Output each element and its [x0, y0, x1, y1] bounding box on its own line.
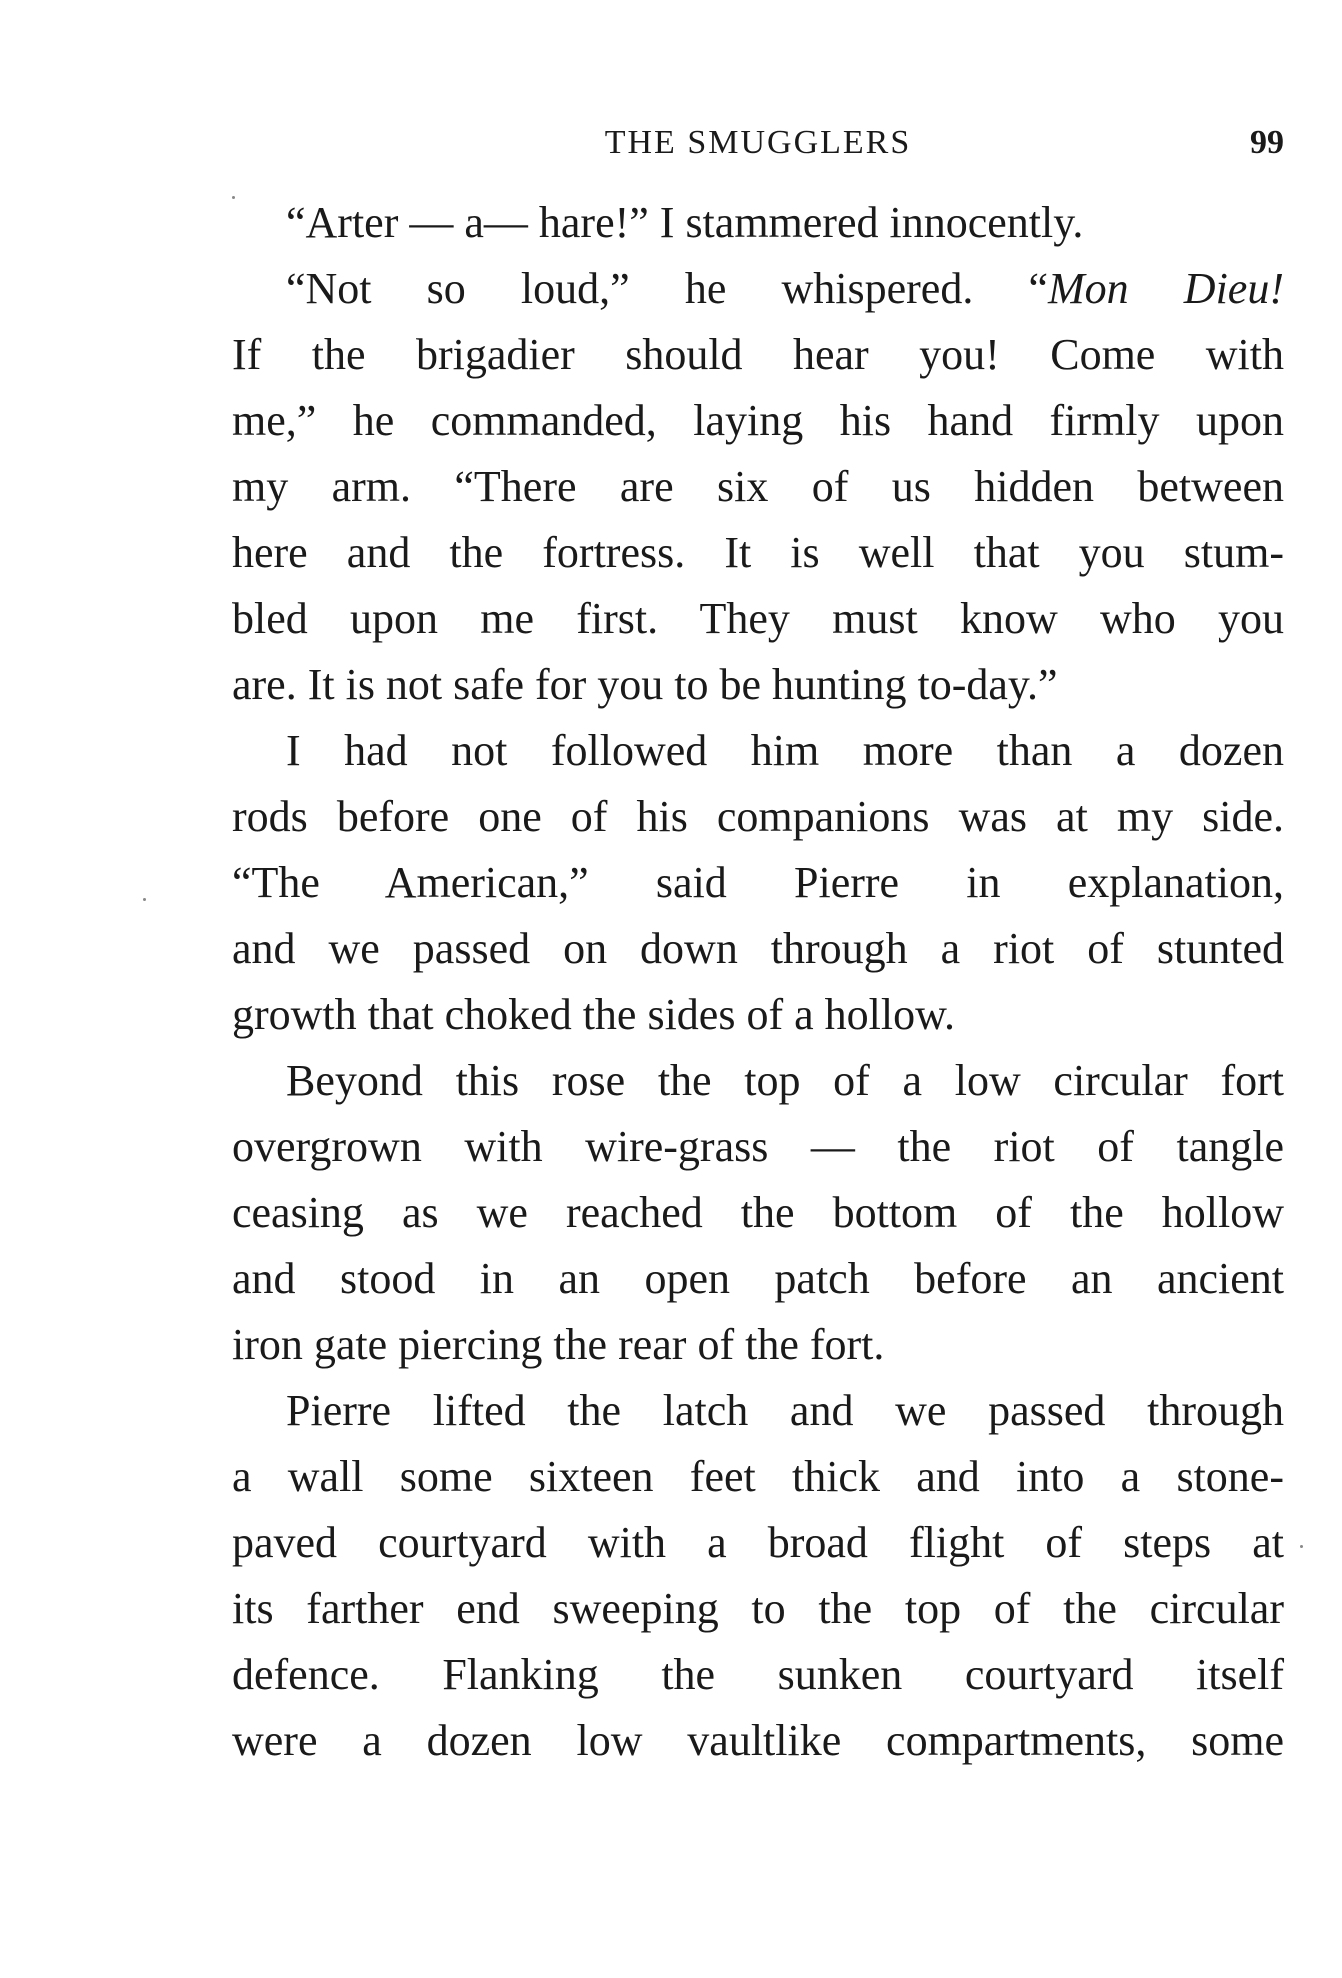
text-line	[232, 256, 1284, 322]
text-line: Pierre lifted the latch and we passed through	[286, 1386, 1284, 1435]
text-line: growth that choked the sides of a hollow.	[232, 990, 955, 1039]
paragraph-5	[232, 1378, 1284, 1774]
paragraph-4	[232, 1048, 1284, 1378]
text-line: ceasing as we reached the bottom of the hollow	[232, 1188, 1284, 1237]
text-line: paved courtyard with a broad flight of steps at	[232, 1518, 1284, 1567]
text-line: I had not followed him more than a dozen	[286, 726, 1284, 775]
text-line: were a dozen low vaultlike compartments, some	[232, 1716, 1284, 1765]
text-line: defence. Flanking the sunken courtyard itself	[232, 1650, 1284, 1699]
text-line: iron gate piercing the rear of the fort.	[232, 1320, 885, 1369]
running-head-title: THE SMUGGLERS	[604, 124, 912, 161]
text-line: Beyond this rose the top of a low circular fort	[286, 1056, 1284, 1105]
text-line: If the brigadier should hear you! Come with	[232, 330, 1284, 379]
paragraph-1	[232, 190, 1284, 256]
text-line: its farther end sweeping to the top of the circular	[232, 1584, 1284, 1633]
italic-phrase: Mon Dieu!	[1048, 264, 1284, 313]
text-line: “The American,” said Pierre in explanation,	[232, 858, 1284, 907]
scan-speck	[1300, 1545, 1303, 1548]
paragraph-2	[232, 256, 1284, 718]
scan-speck	[232, 196, 235, 199]
text-line: are. It is not safe for you to be hunting to-day.”	[232, 660, 1058, 709]
text-line: and stood in an open patch before an ancient	[232, 1254, 1284, 1303]
text-line: and we passed on down through a riot of stunted	[232, 924, 1284, 973]
page-number: 99	[1250, 124, 1284, 161]
running-head	[232, 118, 1284, 168]
text-line: “Arter — a— hare!” I stammered innocently.	[286, 198, 1084, 247]
text-line: me,” he commanded, laying his hand firmly upon	[232, 396, 1284, 445]
text-line: bled upon me first. They must know who you	[232, 594, 1284, 643]
text-line: a wall some sixteen feet thick and into a stone-	[232, 1452, 1284, 1501]
text-line: my arm. “There are six of us hidden between	[232, 462, 1284, 511]
text-line: overgrown with wire-grass — the riot of tangle	[232, 1122, 1284, 1171]
text-line: rods before one of his companions was at my side.	[232, 792, 1284, 841]
scan-speck	[143, 898, 146, 901]
body-text	[232, 190, 1284, 1774]
paragraph-3	[232, 718, 1284, 1048]
text-line: here and the fortress. It is well that you stum-	[232, 528, 1284, 577]
text-line-start: “Not so loud,” he whispered. “	[286, 264, 1049, 313]
